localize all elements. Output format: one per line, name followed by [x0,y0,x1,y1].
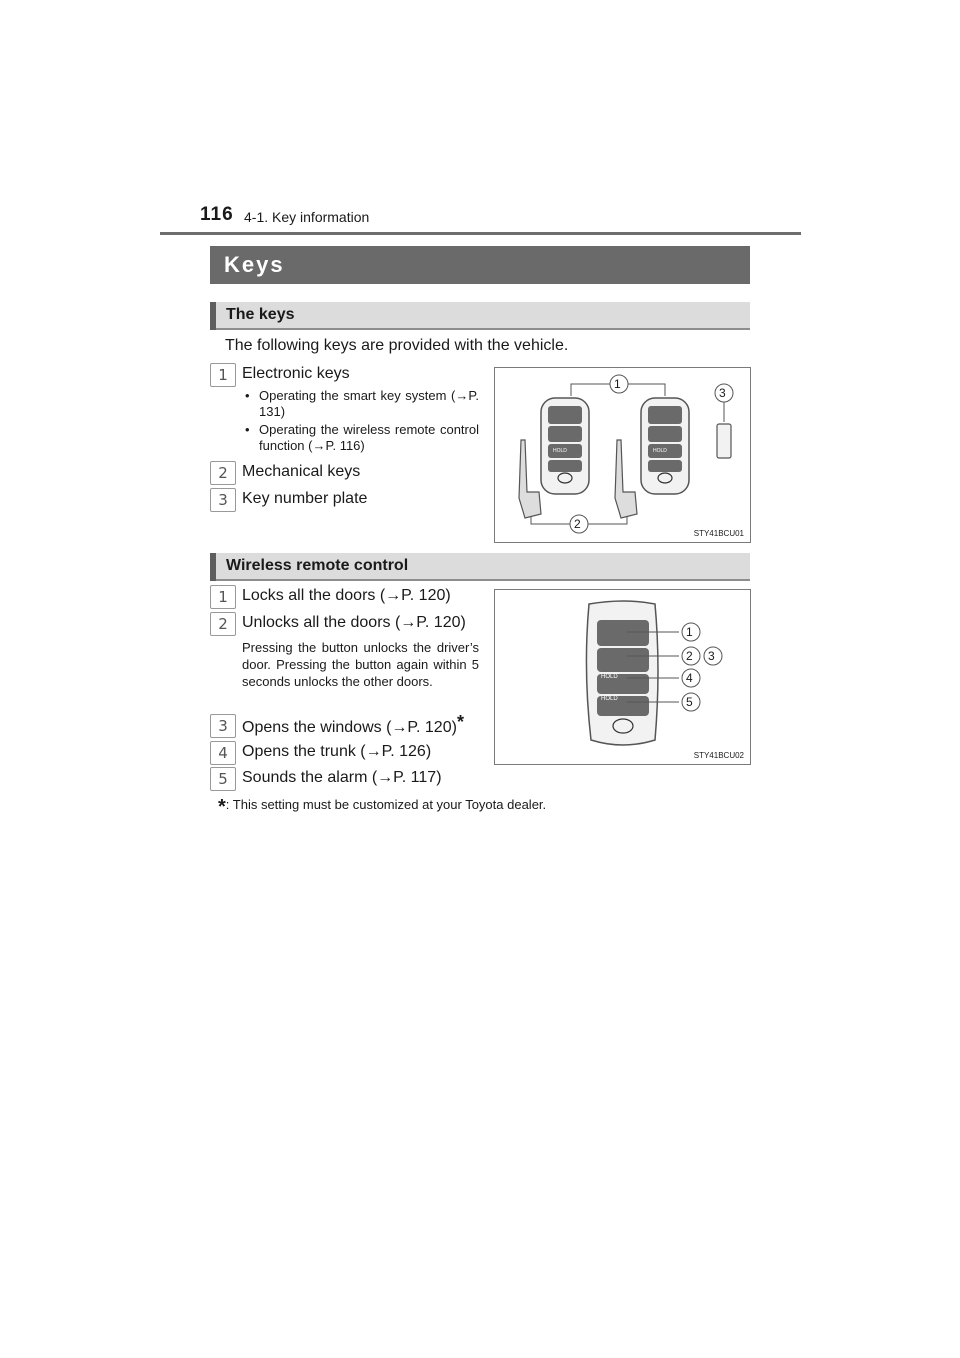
electronic-key-right-icon [641,398,689,494]
footnote [218,792,547,818]
lock-button-icon [597,620,649,646]
electronic-key-left-icon [541,398,589,494]
key-label: HOLD [601,674,618,680]
callout-label: 2 [686,649,693,663]
item-number-badge: 2 [210,612,236,636]
item-number-badge: 3 [210,488,236,512]
key-label: HOLD [601,696,618,702]
bullet-text: Operating the smart key system (→P. 131) [259,388,479,419]
page-title: Keys [224,252,285,277]
page-title-bar [210,246,750,284]
item-number-badge: 3 [210,714,236,738]
bullet-smart-key: • Operating the smart key system (→P. 131) [245,388,479,419]
item-lock-doors: Locks all the doors (→P. 120) [242,587,451,604]
callout-label: 3 [708,649,715,663]
section-reference: 4-1. Key information [244,209,370,225]
figure-keys [494,367,751,543]
item-open-windows [242,712,464,737]
item-open-trunk: Opens the trunk (→P. 126) [242,743,432,760]
callout-label: 5 [686,695,693,709]
unlock-note: Pressing the button unlocks the driver’s door. Pressing the button again within 5 seconds unlocks the other doors. [242,640,479,689]
item-number-badge: 1 [210,585,236,609]
callout-label: 2 [574,517,581,531]
item-number-badge: 4 [210,741,236,765]
keys-illustration [495,368,750,542]
header-divider [160,232,801,235]
callout-label: 4 [686,671,693,685]
remote-illustration [495,590,750,764]
key-label: HOLD [553,448,567,454]
callout-label: 1 [686,625,693,639]
item-electronic-keys: Electronic keys [242,365,350,382]
figure-code: STY41BCU01 [693,529,744,538]
heading-accent [210,302,216,330]
key-number-plate-icon [717,424,731,458]
section-heading-text: Wireless remote control [226,557,409,574]
footnote-text: : This setting must be customized at your Toyota dealer. [225,797,547,812]
section-heading-keys [210,302,750,330]
page-number: 116 [200,204,234,225]
bullet-wireless-remote: • Operating the wireless remote control function (→P. 116) [245,422,479,453]
key-label: HOLD [653,448,667,454]
item-key-number-plate: Key number plate [242,490,368,507]
asterisk-marker: * [456,712,464,732]
intro-text: The following keys are provided with the vehicle. [225,337,569,354]
item-number-badge: 2 [210,461,236,485]
section-heading-wireless [210,553,750,581]
heading-accent [210,553,216,581]
item-sound-alarm: Sounds the alarm (→P. 117) [242,769,442,786]
callout-label: 1 [614,377,621,391]
item-mechanical-keys: Mechanical keys [242,463,361,480]
section-heading-text: The keys [226,306,295,323]
remote-key-icon [586,601,658,745]
figure-remote [494,589,751,765]
mechanical-key-left-icon [519,440,541,518]
item-unlock-doors: Unlocks all the doors (→P. 120) [242,614,466,631]
mechanical-key-right-icon [615,440,637,518]
item-number-badge: 1 [210,363,236,387]
footnote-marker: * [218,796,226,818]
unlock-button-icon [597,648,649,672]
callout-label: 3 [719,386,726,400]
figure-code: STY41BCU02 [693,751,744,760]
item-text: Opens the windows (→P. 120) [242,719,457,736]
item-number-badge: 5 [210,767,236,791]
bullet-text: Operating the wireless remote control function (→P. 116) [259,422,479,453]
